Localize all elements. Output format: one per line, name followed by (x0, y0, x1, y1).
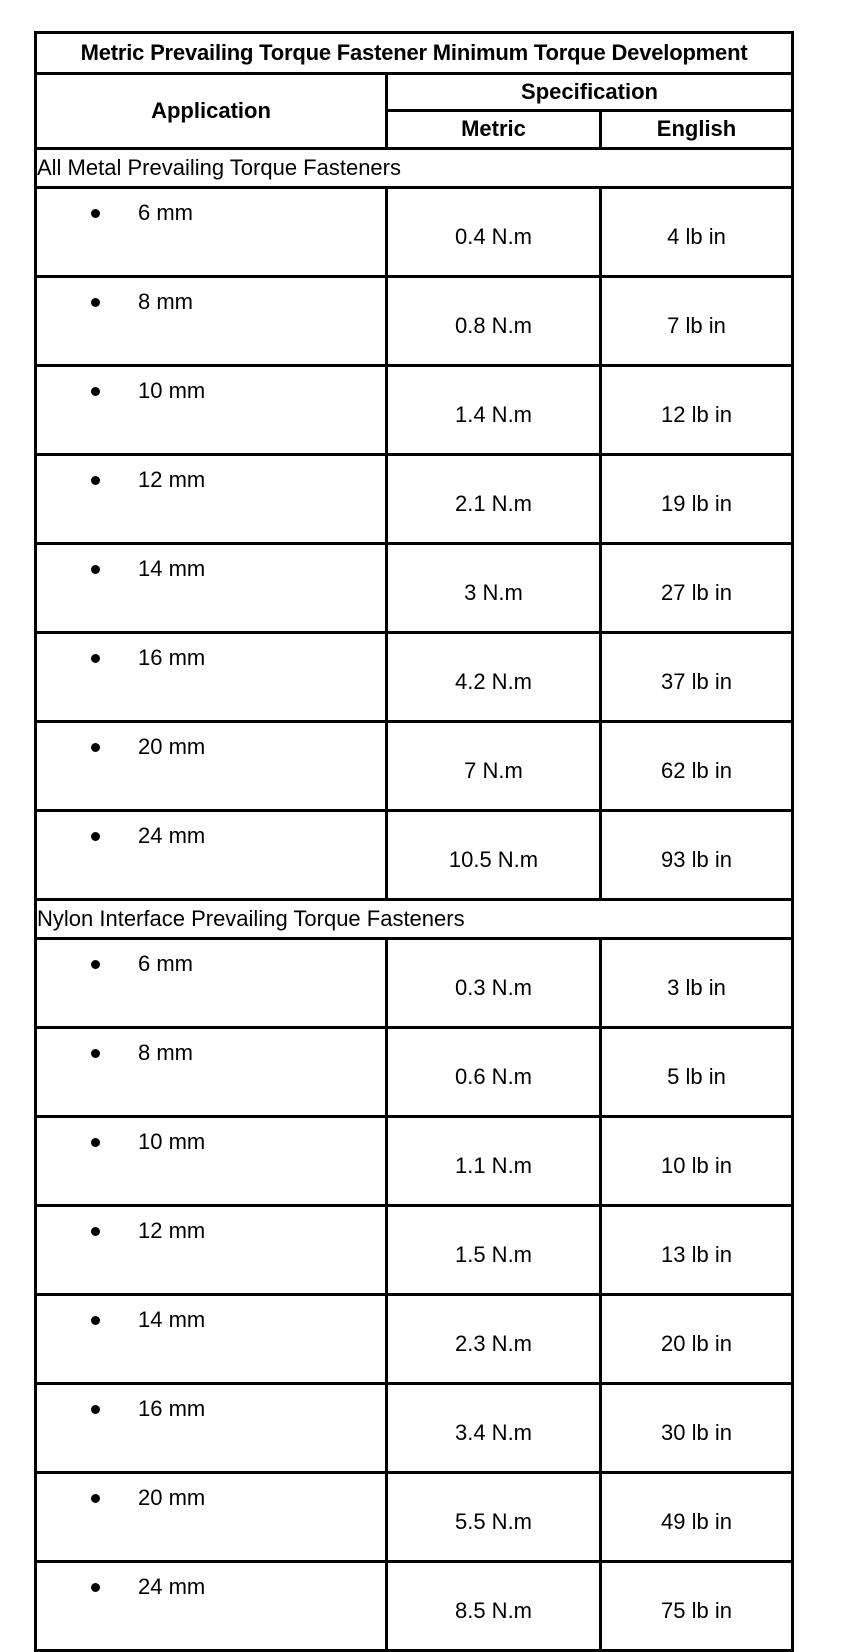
metric-value: 0.4 N.m (387, 188, 601, 277)
size-cell (36, 1028, 387, 1117)
table-row (36, 1384, 793, 1473)
table-row (36, 1295, 793, 1384)
group-label: All Metal Prevailing Torque Fasteners (36, 149, 793, 188)
bullet-icon (91, 832, 100, 841)
fastener-size: 20 mm (138, 734, 206, 759)
english-value: 49 lb in (601, 1473, 793, 1562)
size-cell (36, 1206, 387, 1295)
english-value: 12 lb in (601, 366, 793, 455)
group-header-row (36, 900, 793, 939)
size-cell (36, 1384, 387, 1473)
metric-header: Metric (387, 111, 601, 149)
bullet-icon (91, 476, 100, 485)
english-value: 27 lb in (601, 544, 793, 633)
english-value: 5 lb in (601, 1028, 793, 1117)
table-row (36, 188, 793, 277)
table-row (36, 722, 793, 811)
english-value: 7 lb in (601, 277, 793, 366)
specification-header: Specification (387, 74, 793, 111)
metric-value: 5.5 N.m (387, 1473, 601, 1562)
fastener-size: 10 mm (138, 1129, 206, 1154)
english-value: 93 lb in (601, 811, 793, 900)
english-value: 75 lb in (601, 1562, 793, 1651)
bullet-icon (91, 1583, 100, 1592)
table-row (36, 455, 793, 544)
bullet-icon (91, 1316, 100, 1325)
fastener-size: 24 mm (138, 1574, 206, 1599)
size-cell (36, 1473, 387, 1562)
fastener-size: 16 mm (138, 645, 206, 670)
fastener-size: 8 mm (138, 289, 193, 314)
table-row (36, 366, 793, 455)
fastener-size: 20 mm (138, 1485, 206, 1510)
size-cell (36, 277, 387, 366)
fastener-size: 6 mm (138, 951, 193, 976)
metric-value: 0.3 N.m (387, 939, 601, 1028)
metric-value: 0.6 N.m (387, 1028, 601, 1117)
table-row (36, 544, 793, 633)
bullet-icon (91, 743, 100, 752)
english-value: 30 lb in (601, 1384, 793, 1473)
fastener-size: 12 mm (138, 1218, 206, 1243)
english-value: 37 lb in (601, 633, 793, 722)
bullet-icon (91, 960, 100, 969)
english-value: 3 lb in (601, 939, 793, 1028)
application-header: Application (36, 74, 387, 149)
table-row (36, 1206, 793, 1295)
fastener-size: 8 mm (138, 1040, 193, 1065)
bullet-icon (91, 1138, 100, 1147)
size-cell (36, 544, 387, 633)
fastener-size: 24 mm (138, 823, 206, 848)
torque-spec-table (34, 31, 794, 1652)
size-cell (36, 811, 387, 900)
group-header-row (36, 149, 793, 188)
table-row (36, 939, 793, 1028)
bullet-icon (91, 298, 100, 307)
english-value: 10 lb in (601, 1117, 793, 1206)
table-row (36, 1562, 793, 1651)
metric-value: 1.5 N.m (387, 1206, 601, 1295)
metric-value: 8.5 N.m (387, 1562, 601, 1651)
english-header: English (601, 111, 793, 149)
bullet-icon (91, 1405, 100, 1414)
table-title-row (36, 33, 793, 74)
metric-value: 10.5 N.m (387, 811, 601, 900)
bullet-icon (91, 1494, 100, 1503)
metric-value: 7 N.m (387, 722, 601, 811)
size-cell (36, 1562, 387, 1651)
metric-value: 2.3 N.m (387, 1295, 601, 1384)
specification-header-row (36, 74, 793, 111)
metric-value: 3.4 N.m (387, 1384, 601, 1473)
fastener-size: 10 mm (138, 378, 206, 403)
size-cell (36, 1117, 387, 1206)
size-cell (36, 633, 387, 722)
metric-value: 3 N.m (387, 544, 601, 633)
metric-value: 1.1 N.m (387, 1117, 601, 1206)
metric-value: 4.2 N.m (387, 633, 601, 722)
size-cell (36, 939, 387, 1028)
fastener-size: 14 mm (138, 556, 206, 581)
fastener-size: 14 mm (138, 1307, 206, 1332)
size-cell (36, 188, 387, 277)
bullet-icon (91, 387, 100, 396)
size-cell (36, 722, 387, 811)
table-row (36, 633, 793, 722)
english-value: 4 lb in (601, 188, 793, 277)
bullet-icon (91, 1049, 100, 1058)
table-row (36, 1117, 793, 1206)
size-cell (36, 366, 387, 455)
metric-value: 1.4 N.m (387, 366, 601, 455)
table-row (36, 811, 793, 900)
size-cell (36, 455, 387, 544)
table-row (36, 1473, 793, 1562)
size-cell (36, 1295, 387, 1384)
bullet-icon (91, 654, 100, 663)
fastener-size: 16 mm (138, 1396, 206, 1421)
table-row (36, 277, 793, 366)
bullet-icon (91, 209, 100, 218)
metric-value: 2.1 N.m (387, 455, 601, 544)
english-value: 19 lb in (601, 455, 793, 544)
bullet-icon (91, 1227, 100, 1236)
fastener-size: 12 mm (138, 467, 206, 492)
fastener-size: 6 mm (138, 200, 193, 225)
table-row (36, 1028, 793, 1117)
table-title: Metric Prevailing Torque Fastener Minimum Torque Development (36, 33, 793, 74)
english-value: 20 lb in (601, 1295, 793, 1384)
group-label: Nylon Interface Prevailing Torque Fasteners (36, 900, 793, 939)
metric-value: 0.8 N.m (387, 277, 601, 366)
english-value: 62 lb in (601, 722, 793, 811)
english-value: 13 lb in (601, 1206, 793, 1295)
bullet-icon (91, 565, 100, 574)
